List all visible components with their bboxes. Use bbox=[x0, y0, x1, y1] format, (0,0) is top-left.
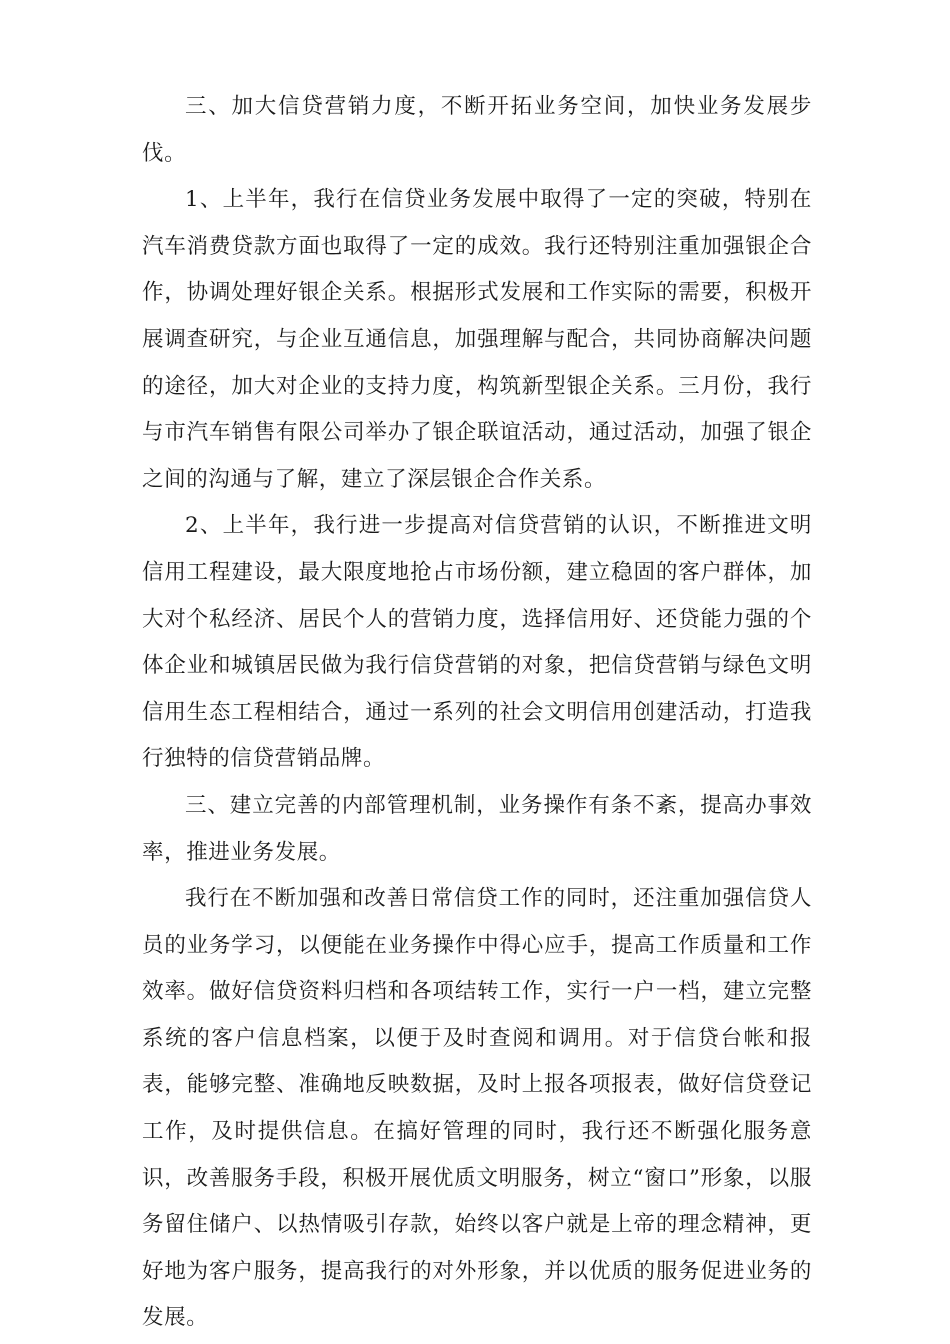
paragraph-item-1: 1、上半年，我行在信贷业务发展中取得了一定的突破，特别在汽车消费贷款方面也取得了一定的成效。我行还特别注重加强银企合作，协调处理好银企关系。根据形式发展和工作实际的需要，积极开展调查研究，与企业互通信息，加强理解与配合，共同协商解决问题的途径，加大对企业的支持力度，构筑新型银企关系。三月份，我行与市汽车销售有限公司举办了银企联谊活动，通过活动，加强了银企之间的沟通与了解，建立了深层银企合作关系。 bbox=[142, 187, 812, 492]
document-page bbox=[142, 84, 812, 1342]
section-heading-internal-management: 三、建立完善的内部管理机制，业务操作有条不紊，提高办事效率，推进业务发展。 bbox=[142, 792, 812, 865]
paragraph-internal-management: 我行在不断加强和改善日常信贷工作的同时，还注重加强信贷人员的业务学习，以便能在业务操作中得心应手，提高工作质量和工作效率。做好信贷资料归档和各项结转工作，实行一户一档，建立完整系统的客户信息档案，以便于及时查阅和调用。对于信贷台帐和报表，能够完整、准确地反映数据，及时上报各项报表，做好信贷登记工作，及时提供信息。在搞好管理的同时，我行还不断强化服务意识，改善服务手段，积极开展优质文明服务，树立“窗口”形象，以服务留住储户、以热情吸引存款，始终以客户就是上帝的理念精神，更好地为客户服务，提高我行的对外形象，并以优质的服务促进业务的发展。 bbox=[142, 886, 812, 1331]
section-heading-credit-marketing: 三、加大信贷营销力度，不断开拓业务空间，加快业务发展步伐。 bbox=[142, 94, 812, 166]
paragraph-item-2: 2、上半年，我行进一步提高对信贷营销的认识，不断推进文明信用工程建设，最大限度地抢占市场份额，建立稳固的客户群体，加大对个私经济、居民个人的营销力度，选择信用好、还贷能力强的个体企业和城镇居民做为我行信贷营销的对象，把信贷营销与绿色文明信用生态工程相结合，通过一系列的社会文明信用创建活动，打造我行独特的信贷营销品牌。 bbox=[142, 513, 812, 772]
